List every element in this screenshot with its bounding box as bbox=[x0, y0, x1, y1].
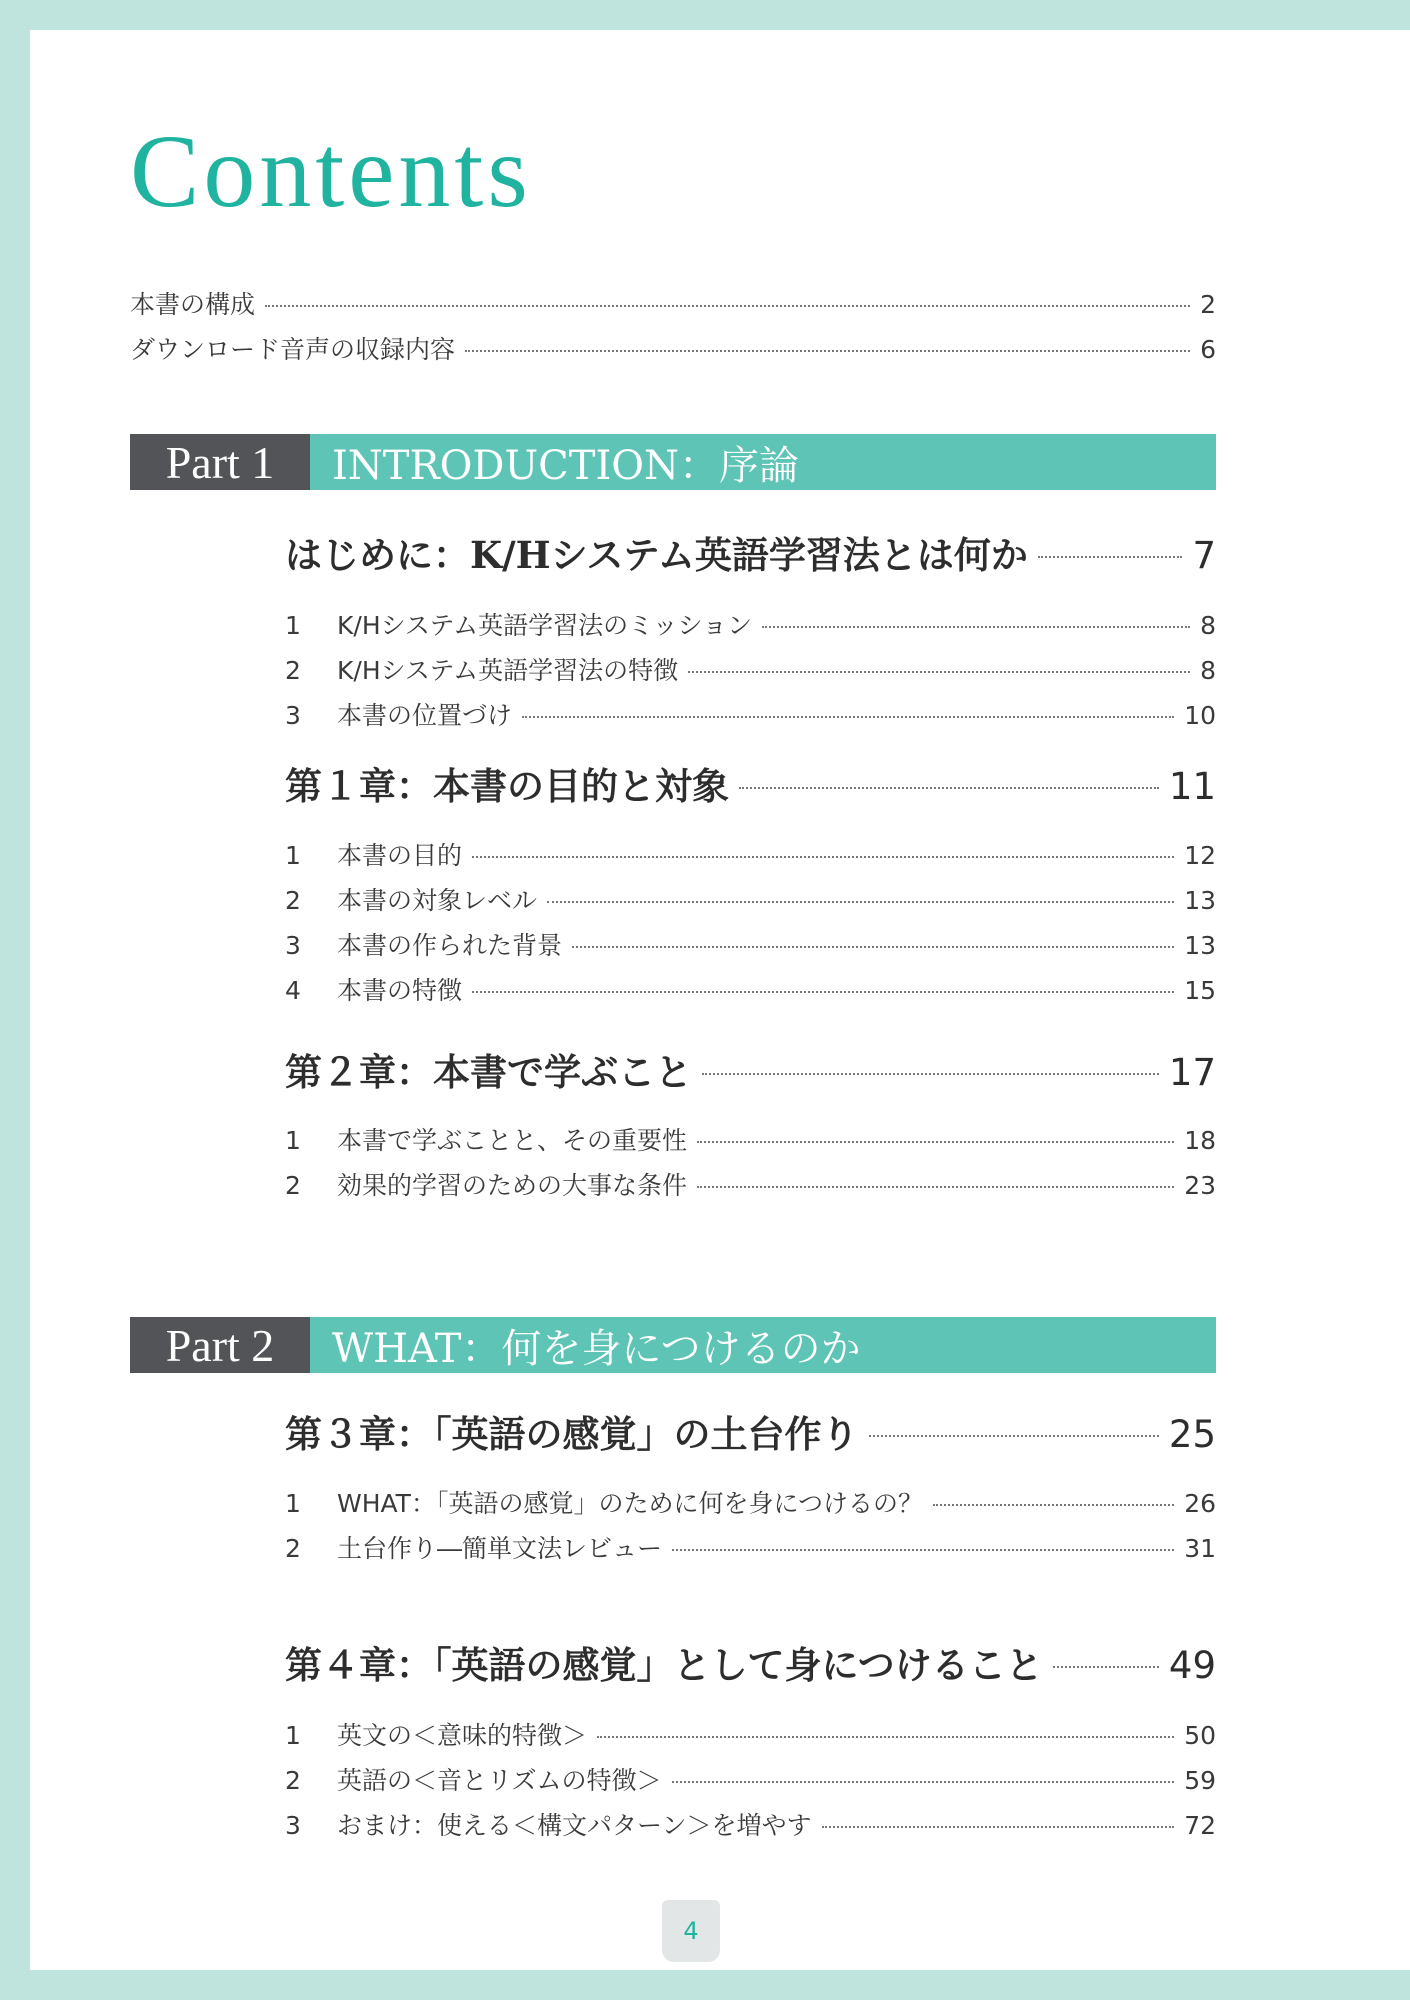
chapter-page: 17 bbox=[1168, 1051, 1216, 1094]
leader-dots bbox=[762, 624, 1190, 628]
section-number: 1 bbox=[285, 841, 301, 870]
section-page: 8 bbox=[1200, 656, 1216, 685]
section-number: 3 bbox=[285, 1811, 301, 1840]
section-entry[interactable] bbox=[285, 926, 1216, 962]
chapter-title: 第４章：「英語の感覚」として身につけること bbox=[285, 1643, 1043, 1687]
chapter-page: 11 bbox=[1168, 765, 1216, 808]
section-entry[interactable] bbox=[285, 1529, 1216, 1565]
chapter-entry[interactable] bbox=[285, 756, 1216, 810]
leader-dots bbox=[1038, 554, 1183, 558]
section-label: 土台作り―簡単文法レビュー bbox=[337, 1534, 663, 1563]
section-entry[interactable] bbox=[285, 1716, 1216, 1752]
section-entry[interactable] bbox=[285, 836, 1216, 872]
leader-dots bbox=[465, 348, 1190, 352]
chapter-title: 第２章：本書で学ぶこと bbox=[285, 1050, 692, 1094]
toc-entry-page: 2 bbox=[1200, 290, 1216, 319]
toc-entry[interactable] bbox=[130, 285, 1216, 321]
section-label: 本書の作られた背景 bbox=[337, 931, 563, 960]
chapter-entry[interactable] bbox=[285, 1635, 1216, 1689]
section-label: WHAT：「英語の感覚」のために何を身につけるの？ bbox=[337, 1489, 923, 1518]
section-entry[interactable] bbox=[285, 881, 1216, 917]
section-page: 72 bbox=[1184, 1811, 1216, 1840]
section-page: 13 bbox=[1184, 931, 1216, 960]
chapter-page: 49 bbox=[1168, 1644, 1216, 1687]
section-label: 英語の＜音とリズムの特徴＞ bbox=[337, 1766, 662, 1795]
section-entry[interactable] bbox=[285, 1761, 1216, 1797]
part-header bbox=[130, 434, 1216, 490]
part-title: WHAT：何を身につけるのか bbox=[310, 1317, 1216, 1373]
section-page: 15 bbox=[1184, 976, 1216, 1005]
section-label: 英文の＜意味的特徴＞ bbox=[337, 1721, 588, 1750]
section-number: 2 bbox=[285, 1766, 301, 1795]
leader-dots bbox=[472, 854, 1174, 858]
section-entry[interactable] bbox=[285, 971, 1216, 1007]
leader-dots bbox=[739, 785, 1159, 789]
toc-entry-label: ダウンロード音声の収録内容 bbox=[130, 335, 456, 364]
page-title: Contents bbox=[130, 114, 532, 229]
chapter-entry[interactable] bbox=[285, 1404, 1216, 1458]
chapter-entry[interactable] bbox=[285, 1042, 1216, 1096]
section-entry[interactable] bbox=[285, 1166, 1216, 1202]
chapter-title: 第３章：「英語の感覚」の土台作り bbox=[285, 1412, 859, 1456]
section-label: 本書の対象レベル bbox=[337, 886, 538, 915]
chapter-title: はじめに：K/Hシステム英語学習法とは何か bbox=[285, 533, 1028, 577]
section-number: 4 bbox=[285, 976, 301, 1005]
leader-dots bbox=[522, 714, 1174, 718]
section-label: 本書で学ぶことと、その重要性 bbox=[337, 1126, 688, 1155]
section-page: 50 bbox=[1184, 1721, 1216, 1750]
leader-dots bbox=[1053, 1664, 1159, 1668]
section-label: K/Hシステム英語学習法の特徴 bbox=[337, 656, 679, 685]
chapter-page: 7 bbox=[1192, 534, 1216, 577]
section-page: 59 bbox=[1184, 1766, 1216, 1795]
leader-dots bbox=[702, 1071, 1159, 1075]
section-entry[interactable] bbox=[285, 651, 1216, 687]
section-number: 1 bbox=[285, 1489, 301, 1518]
section-page: 23 bbox=[1184, 1171, 1216, 1200]
section-entry[interactable] bbox=[285, 1806, 1216, 1842]
section-page: 26 bbox=[1184, 1489, 1216, 1518]
leader-dots bbox=[672, 1547, 1174, 1551]
leader-dots bbox=[547, 899, 1174, 903]
section-page: 10 bbox=[1184, 701, 1216, 730]
part-title: INTRODUCTION：序論 bbox=[310, 434, 1216, 490]
section-page: 18 bbox=[1184, 1126, 1216, 1155]
leader-dots bbox=[672, 1779, 1175, 1783]
section-label: 効果的学習のための大事な条件 bbox=[337, 1171, 688, 1200]
toc-entry-page: 6 bbox=[1200, 335, 1216, 364]
part-label: Part 1 bbox=[130, 434, 310, 490]
leader-dots bbox=[688, 669, 1190, 673]
page-number-badge bbox=[662, 1900, 720, 1962]
section-page: 13 bbox=[1184, 886, 1216, 915]
part-header bbox=[130, 1317, 1216, 1373]
leader-dots bbox=[697, 1139, 1174, 1143]
leader-dots bbox=[822, 1824, 1175, 1828]
section-page: 12 bbox=[1184, 841, 1216, 870]
section-label: K/Hシステム英語学習法のミッション bbox=[337, 611, 753, 640]
section-label: 本書の目的 bbox=[337, 841, 463, 870]
section-label: おまけ：使える＜構文パターン＞を増やす bbox=[337, 1811, 812, 1840]
section-number: 2 bbox=[285, 886, 301, 915]
section-number: 1 bbox=[285, 1126, 301, 1155]
toc-entry-label: 本書の構成 bbox=[130, 290, 256, 319]
chapter-entry[interactable] bbox=[285, 525, 1216, 579]
leader-dots bbox=[597, 1734, 1174, 1738]
section-label: 本書の位置づけ bbox=[337, 701, 513, 730]
leader-dots bbox=[472, 989, 1174, 993]
section-label: 本書の特徴 bbox=[337, 976, 463, 1005]
section-page: 8 bbox=[1200, 611, 1216, 640]
leader-dots bbox=[933, 1502, 1174, 1506]
section-number: 3 bbox=[285, 931, 301, 960]
page-number: 4 bbox=[683, 1917, 699, 1945]
leader-dots bbox=[869, 1433, 1159, 1437]
section-number: 1 bbox=[285, 611, 301, 640]
section-number: 1 bbox=[285, 1721, 301, 1750]
section-page: 31 bbox=[1184, 1534, 1216, 1563]
section-entry[interactable] bbox=[285, 1121, 1216, 1157]
chapter-page: 25 bbox=[1168, 1413, 1216, 1456]
leader-dots bbox=[697, 1184, 1174, 1188]
section-entry[interactable] bbox=[285, 606, 1216, 642]
section-number: 3 bbox=[285, 701, 301, 730]
chapter-title: 第１章：本書の目的と対象 bbox=[285, 764, 729, 808]
section-number: 2 bbox=[285, 1171, 301, 1200]
toc-entry[interactable] bbox=[130, 330, 1216, 366]
section-entry[interactable] bbox=[285, 1484, 1216, 1520]
section-number: 2 bbox=[285, 1534, 301, 1563]
section-entry[interactable] bbox=[285, 696, 1216, 732]
part-label: Part 2 bbox=[130, 1317, 310, 1373]
leader-dots bbox=[572, 944, 1174, 948]
leader-dots bbox=[265, 303, 1190, 307]
section-number: 2 bbox=[285, 656, 301, 685]
